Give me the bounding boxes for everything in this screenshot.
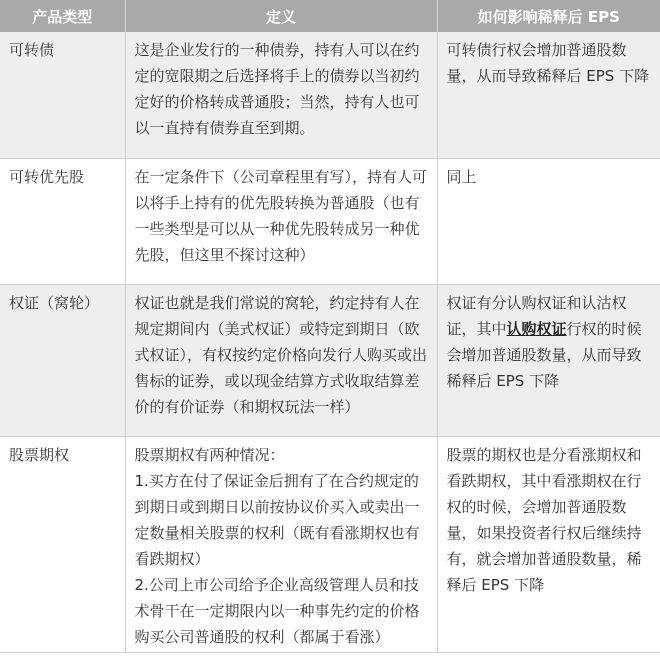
definition-item-1: 1.买方在付了保证金后拥有了在合约规定的到期日或到期日以前按协议价买入或卖出一定数量相关股票的权利（既有看涨期权也有看跌期权） [134, 471, 420, 568]
impact-emphasis: 认购权证 [506, 319, 567, 338]
header-eps-impact: 如何影响稀释后 EPS [437, 0, 660, 32]
row-type-cell: 权证（窝轮） [0, 284, 125, 436]
row-type-cell: 股票期权 [0, 436, 125, 652]
row-impact-cell: 同上 [437, 158, 660, 284]
row-impact-cell [437, 284, 660, 436]
row-impact-cell: 可转债行权会增加普通股数量，从而导致稀释后 EPS 下降 [437, 32, 660, 158]
table-row [0, 32, 660, 158]
row-definition-cell [125, 436, 437, 652]
row-impact-cell: 股票的期权也是分看涨期权和看跌期权，其中看涨期权在行权的时候，会增加普通股数量，如果投资者行权后继续持有，就会增加普通股数量，稀释后 EPS 下降 [437, 436, 660, 652]
table-row [0, 436, 660, 652]
row-type-cell: 可转优先股 [0, 158, 125, 284]
definition-intro: 股票期权有两种情况： [134, 445, 285, 464]
impact-text-post: 行权的时候会增加普通股数量，从而导致稀释后 EPS 下降 [446, 319, 642, 390]
row-definition-cell: 权证也就是我们常说的窝轮，约定持有人在规定期间内（美式权证）或特定到期日（欧式权证），有权按约定价格向发行人购买或出售标的证券，或以现金结算方式收取结算差价的有价证券（和期权玩法一样） [125, 284, 437, 436]
impact-text-pre: 权证有分认购权证和认沽权证，其中 [446, 293, 627, 338]
header-product-type: 产品类型 [0, 0, 125, 32]
definition-item-2: 2.公司上市公司给予企业高级管理人员和技术骨干在一定期限内以一种事先约定的价格购买公司普通股的权利（都属于看涨） [134, 575, 420, 646]
row-definition-cell: 在一定条件下（公司章程里有写），持有人可以将手上持有的优先股转换为普通股（也有一些类型是可以从一种优先股转成另一种优先股，但这里不探讨这种） [125, 158, 437, 284]
header-row [0, 0, 660, 32]
header-definition: 定义 [125, 0, 437, 32]
row-type-cell: 可转债 [0, 32, 125, 158]
table-row [0, 284, 660, 436]
row-definition-cell: 这是企业发行的一种债券，持有人可以在约定的宽限期之后选择将手上的债券以当初约定好的价格转成普通股；当然，持有人也可以一直持有债券直至到期。 [125, 32, 437, 158]
table-row [0, 158, 660, 284]
